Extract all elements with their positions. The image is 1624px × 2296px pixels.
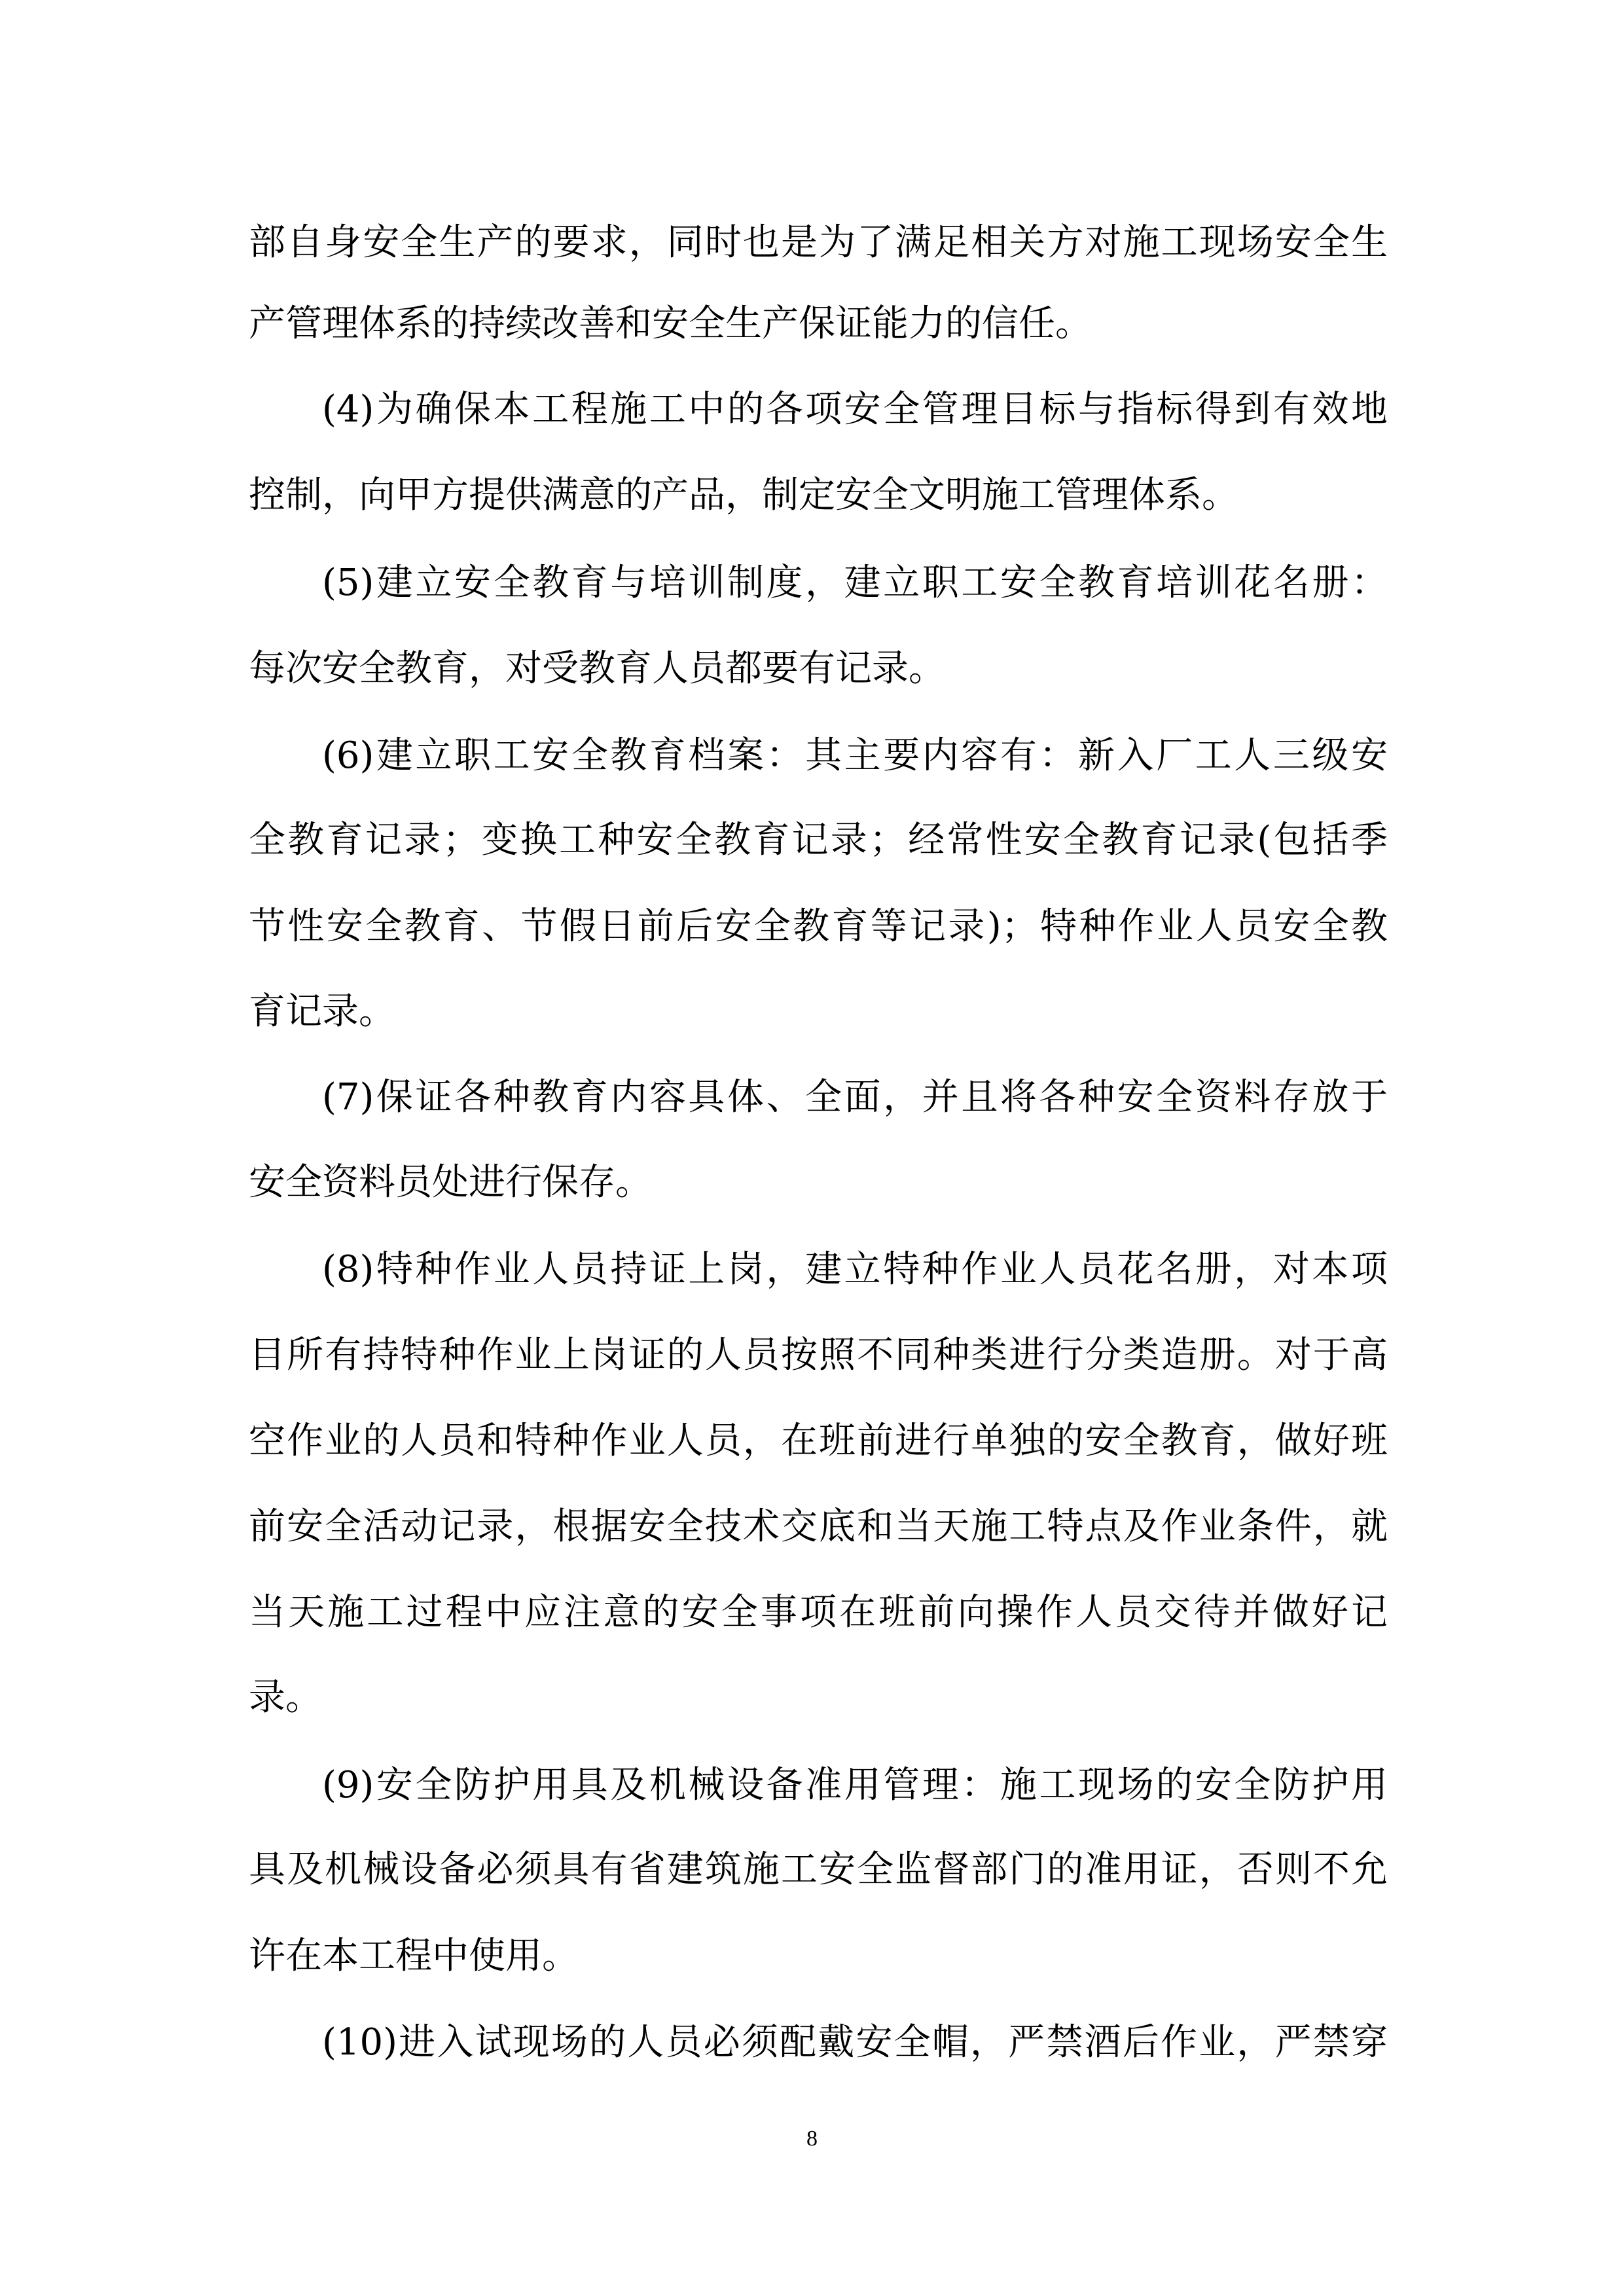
- text-line: (4)为确保本工程施工中的各项安全管理目标与指标得到有效地: [322, 388, 1388, 431]
- text-line: 育记录。: [249, 990, 395, 1033]
- text-line: (5)建立安全教育与培训制度，建立职工安全教育培训花名册：: [322, 562, 1388, 604]
- text-line: (8)特种作业人员持证上岗，建立特种作业人员花名册，对本项: [322, 1248, 1388, 1291]
- text-line: 安全资料员处进行保存。: [249, 1161, 652, 1204]
- text-line: 控制，向甲方提供满意的产品，制定安全文明施工管理体系。: [249, 474, 1238, 516]
- text-line: 录。: [249, 1676, 322, 1719]
- page-number: 8: [806, 2126, 818, 2151]
- text-line: 具及机械设备必须具有省建筑施工安全监督部门的准用证，否则不允: [249, 1848, 1388, 1891]
- text-line: 全教育记录；变换工种安全教育记录；经常性安全教育记录(包括季: [249, 819, 1388, 861]
- text-line: 目所有持特种作业上岗证的人员按照不同种类进行分类造册。对于高: [249, 1334, 1388, 1376]
- text-line: 空作业的人员和特种作业人员，在班前进行单独的安全教育，做好班: [249, 1420, 1388, 1462]
- text-line: (9)安全防护用具及机械设备准用管理：施工现场的安全防护用: [322, 1764, 1388, 1806]
- text-line: (6)建立职工安全教育档案：其主要内容有：新入厂工人三级安: [322, 734, 1388, 777]
- text-line: 每次安全教育，对受教育人员都要有记录。: [249, 647, 945, 690]
- text-line: 许在本工程中使用。: [249, 1935, 579, 1977]
- text-line: (7)保证各种教育内容具体、全面，并且将各种安全资料存放于: [322, 1076, 1388, 1119]
- text-line: 前安全活动记录，根据安全技术交底和当天施工特点及作业条件，就: [249, 1505, 1388, 1548]
- text-line: (10)进入试现场的人员必须配戴安全帽，严禁酒后作业，严禁穿: [322, 2021, 1388, 2064]
- text-line: 产管理体系的持续改善和安全生产保证能力的信任。: [249, 302, 1092, 345]
- text-line: 节性安全教育、节假日前后安全教育等记录)；特种作业人员安全教: [249, 905, 1388, 948]
- text-line: 当天施工过程中应注意的安全事项在班前向操作人员交待并做好记: [249, 1591, 1388, 1634]
- text-line: 部自身安全生产的要求，同时也是为了满足相关方对施工现场安全生: [249, 221, 1388, 264]
